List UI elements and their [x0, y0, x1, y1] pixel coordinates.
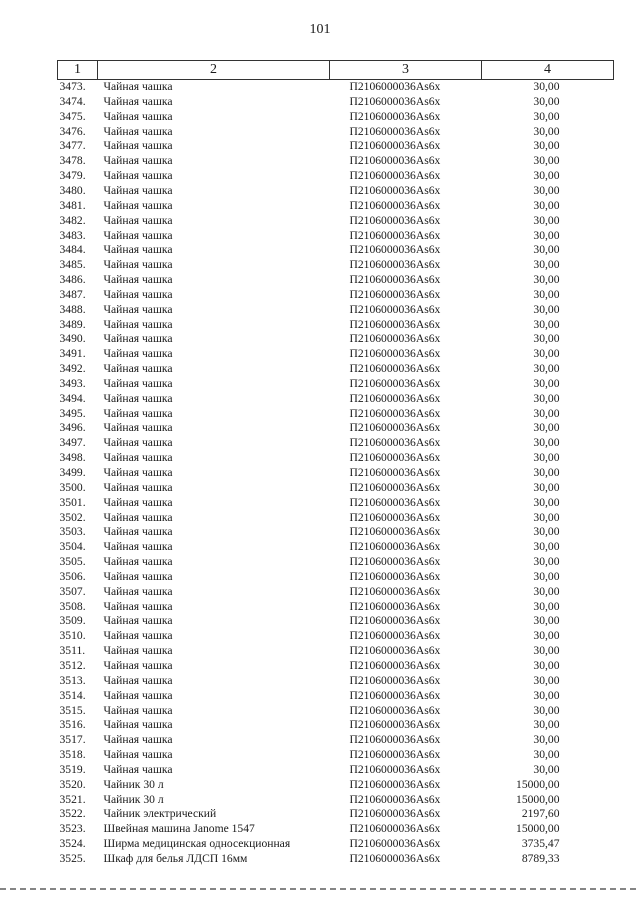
row-number: 3494.: [59, 391, 86, 405]
table-row: [58, 199, 614, 214]
table-row: [58, 436, 614, 451]
item-name: Чайная чашка: [103, 555, 173, 569]
inventory-code: П2106000036Аs6х: [349, 109, 441, 123]
table-row: [58, 525, 614, 540]
item-value: 30,00: [533, 673, 560, 687]
item-value: 15000,00: [516, 777, 560, 791]
item-value: 30,00: [533, 124, 560, 138]
row-number: 3504.: [59, 540, 86, 554]
row-number: 3514.: [59, 688, 86, 702]
item-name: Шкаф для белья ЛДСП 16мм: [103, 851, 248, 865]
item-value: 30,00: [533, 302, 560, 316]
item-name: Чайная чашка: [103, 540, 173, 554]
item-value: 30,00: [533, 510, 560, 524]
item-name: Чайная чашка: [103, 436, 173, 450]
row-number: 3500.: [59, 480, 86, 494]
item-name: Чайная чашка: [103, 510, 173, 524]
item-name: Чайная чашка: [103, 80, 173, 94]
table-row: [58, 763, 614, 778]
table-row: [58, 154, 614, 169]
inventory-code: П2106000036Аs6х: [349, 837, 441, 851]
inventory-table-container: [57, 60, 613, 867]
item-value: 30,00: [533, 347, 560, 361]
table-row: [58, 555, 614, 570]
item-value: 30,00: [533, 569, 560, 583]
item-value: 30,00: [533, 228, 560, 242]
table-row: [58, 778, 614, 793]
item-name: Чайная чашка: [103, 198, 173, 212]
item-name: Чайная чашка: [103, 718, 173, 732]
item-name: Чайная чашка: [103, 658, 173, 672]
table-row: [58, 629, 614, 644]
item-value: 30,00: [533, 466, 560, 479]
row-number: 3491.: [59, 347, 86, 361]
item-value: 3735,47: [521, 837, 560, 851]
item-value: 30,00: [533, 332, 560, 346]
row-number: 3501.: [59, 495, 86, 509]
row-number: 3489.: [59, 317, 86, 331]
scan-edge-marks: [0, 888, 640, 890]
inventory-code: П2106000036Аs6х: [349, 851, 441, 865]
row-number: 3490.: [59, 332, 86, 346]
item-name: Чайная чашка: [103, 243, 173, 257]
table-row: [58, 718, 614, 733]
table-row: [58, 95, 614, 110]
item-value: 30,00: [533, 80, 560, 94]
row-number: 3492.: [59, 362, 86, 376]
item-value: 30,00: [533, 629, 560, 643]
inventory-code: П2106000036Аs6х: [349, 569, 441, 583]
inventory-code: П2106000036Аs6х: [349, 183, 441, 197]
table-row: [58, 318, 614, 333]
item-value: 30,00: [533, 406, 560, 420]
inventory-code: П2106000036Аs6х: [349, 243, 441, 257]
row-number: 3503.: [59, 525, 86, 539]
item-name: Чайная чашка: [103, 703, 173, 717]
inventory-code: П2106000036Аs6х: [349, 139, 441, 153]
item-name: Чайная чашка: [103, 169, 173, 183]
row-number: 3495.: [59, 406, 86, 420]
item-value: 30,00: [533, 614, 560, 628]
inventory-code: П2106000036Аs6х: [349, 495, 441, 509]
row-number: 3476.: [59, 124, 86, 138]
inventory-code: П2106000036Аs6х: [349, 154, 441, 168]
item-name: Чайная чашка: [103, 154, 173, 168]
row-number: 3486.: [59, 273, 86, 287]
item-value: 15000,00: [516, 822, 560, 836]
inventory-code: П2106000036Аs6х: [349, 317, 441, 331]
item-name: Чайная чашка: [103, 733, 173, 747]
table-row: [58, 258, 614, 273]
item-value: 30,00: [533, 139, 560, 153]
item-value: 30,00: [533, 287, 560, 301]
row-number: 3473.: [59, 80, 86, 94]
item-name: Чайная чашка: [103, 480, 173, 494]
inventory-code: П2106000036Аs6х: [349, 480, 441, 494]
row-number: 3523.: [59, 822, 86, 836]
inventory-code: П2106000036Аs6х: [349, 673, 441, 687]
inventory-code: П2106000036Аs6х: [349, 703, 441, 717]
inventory-code: П2106000036Аs6х: [349, 451, 441, 465]
row-number: 3519.: [59, 762, 86, 776]
table-row: [58, 852, 614, 867]
item-name: Чайная чашка: [103, 317, 173, 331]
item-value: 30,00: [533, 525, 560, 539]
table-row: [58, 243, 614, 258]
row-number: 3512.: [59, 658, 86, 672]
row-number: 3482.: [59, 213, 86, 227]
table-header-row: [58, 61, 614, 80]
table-row: [58, 288, 614, 303]
item-name: Чайная чашка: [103, 762, 173, 776]
item-value: 30,00: [533, 421, 560, 435]
item-value: 30,00: [533, 718, 560, 732]
table-row: [58, 110, 614, 125]
item-name: Чайная чашка: [103, 228, 173, 242]
table-row: [58, 674, 614, 689]
item-value: 8789,33: [521, 851, 560, 865]
table-row: [58, 793, 614, 808]
item-name: Чайная чашка: [103, 584, 173, 598]
item-value: 30,00: [533, 436, 560, 450]
inventory-code: П2106000036Аs6х: [349, 391, 441, 405]
item-name: Чайная чашка: [103, 748, 173, 762]
item-name: Чайная чашка: [103, 688, 173, 702]
item-value: 30,00: [533, 169, 560, 183]
item-name: Чайная чашка: [103, 183, 173, 197]
item-value: 30,00: [533, 154, 560, 168]
item-value: 30,00: [533, 703, 560, 717]
row-number: 3516.: [59, 718, 86, 732]
table-row: [58, 822, 614, 837]
inventory-code: П2106000036Аs6х: [349, 376, 441, 390]
row-number: 3509.: [59, 614, 86, 628]
inventory-code: П2106000036Аs6х: [349, 540, 441, 554]
table-row: [58, 362, 614, 377]
item-value: 30,00: [533, 540, 560, 554]
table-row: [58, 585, 614, 600]
inventory-code: П2106000036Аs6х: [349, 762, 441, 776]
row-number: 3508.: [59, 599, 86, 613]
table-row: [58, 80, 614, 95]
item-name: Чайная чашка: [103, 391, 173, 405]
row-number: 3483.: [59, 228, 86, 242]
inventory-code: П2106000036Аs6х: [349, 644, 441, 658]
inventory-code: П2106000036Аs6х: [349, 466, 441, 479]
inventory-code: П2106000036Аs6х: [349, 302, 441, 316]
inventory-code: П2106000036Аs6х: [349, 436, 441, 450]
item-value: 30,00: [533, 762, 560, 776]
item-name: Чайная чашка: [103, 629, 173, 643]
item-name: Чайник электрический: [103, 807, 217, 821]
inventory-code: П2106000036Аs6х: [349, 792, 441, 806]
inventory-code: П2106000036Аs6х: [349, 658, 441, 672]
item-name: Чайная чашка: [103, 644, 173, 658]
inventory-code: П2106000036Аs6х: [349, 406, 441, 420]
row-number: 3481.: [59, 198, 86, 212]
inventory-code: П2106000036Аs6х: [349, 169, 441, 183]
row-number: 3513.: [59, 673, 86, 687]
row-number: 3507.: [59, 584, 86, 598]
item-value: 30,00: [533, 480, 560, 494]
row-number: 3511.: [59, 644, 86, 658]
row-number: 3485.: [59, 258, 86, 272]
inventory-code: П2106000036Аs6х: [349, 718, 441, 732]
table-row: [58, 273, 614, 288]
table-row: [58, 496, 614, 511]
table-row: [58, 733, 614, 748]
row-number: 3502.: [59, 510, 86, 524]
row-number: 3525.: [59, 851, 86, 865]
row-number: 3477.: [59, 139, 86, 153]
table-row: [58, 214, 614, 229]
item-value: 30,00: [533, 198, 560, 212]
inventory-code: П2106000036Аs6х: [349, 555, 441, 569]
table-body: [58, 80, 614, 867]
row-number: 3506.: [59, 569, 86, 583]
row-number: 3518.: [59, 748, 86, 762]
item-name: Чайная чашка: [103, 673, 173, 687]
item-name: Чайная чашка: [103, 94, 173, 108]
row-number: 3499.: [59, 466, 86, 479]
inventory-code: П2106000036Аs6х: [349, 688, 441, 702]
item-name: Чайная чашка: [103, 287, 173, 301]
table-row: [58, 407, 614, 422]
row-number: 3521.: [59, 792, 86, 806]
item-value: 30,00: [533, 273, 560, 287]
row-number: 3505.: [59, 555, 86, 569]
item-name: Чайная чашка: [103, 599, 173, 613]
item-name: Чайная чашка: [103, 376, 173, 390]
inventory-code: П2106000036Аs6х: [349, 198, 441, 212]
inventory-code: П2106000036Аs6х: [349, 94, 441, 108]
item-name: Чайная чашка: [103, 139, 173, 153]
table-row: [58, 377, 614, 392]
table-row: [58, 644, 614, 659]
inventory-code: П2106000036Аs6х: [349, 614, 441, 628]
item-value: 30,00: [533, 599, 560, 613]
row-number: 3487.: [59, 287, 86, 301]
item-value: 30,00: [533, 451, 560, 465]
table-row: [58, 139, 614, 154]
table-row: [58, 510, 614, 525]
table-row: [58, 689, 614, 704]
item-value: 30,00: [533, 391, 560, 405]
inventory-code: П2106000036Аs6х: [349, 273, 441, 287]
column-header-3: 3: [330, 61, 482, 80]
item-value: 30,00: [533, 733, 560, 747]
item-value: 30,00: [533, 584, 560, 598]
table-row: [58, 703, 614, 718]
item-value: 30,00: [533, 658, 560, 672]
row-number: 3522.: [59, 807, 86, 821]
row-number: 3498.: [59, 451, 86, 465]
item-value: 30,00: [533, 213, 560, 227]
row-number: 3496.: [59, 421, 86, 435]
inventory-code: П2106000036Аs6х: [349, 807, 441, 821]
row-number: 3480.: [59, 183, 86, 197]
inventory-code: П2106000036Аs6х: [349, 748, 441, 762]
inventory-code: П2106000036Аs6х: [349, 510, 441, 524]
table-row: [58, 169, 614, 184]
inventory-code: П2106000036Аs6х: [349, 213, 441, 227]
item-name: Чайная чашка: [103, 614, 173, 628]
table-row: [58, 347, 614, 362]
row-number: 3497.: [59, 436, 86, 450]
row-number: 3479.: [59, 169, 86, 183]
table-row: [58, 807, 614, 822]
inventory-table: [57, 60, 614, 867]
row-number: 3488.: [59, 302, 86, 316]
item-value: 30,00: [533, 243, 560, 257]
item-value: 30,00: [533, 183, 560, 197]
row-number: 3524.: [59, 837, 86, 851]
inventory-code: П2106000036Аs6х: [349, 80, 441, 94]
item-name: Чайная чашка: [103, 406, 173, 420]
item-name: Чайная чашка: [103, 347, 173, 361]
item-value: 30,00: [533, 362, 560, 376]
item-name: Чайник 30 л: [103, 792, 164, 806]
inventory-code: П2106000036Аs6х: [349, 599, 441, 613]
table-row: [58, 228, 614, 243]
item-name: Чайная чашка: [103, 258, 173, 272]
table-row: [58, 837, 614, 852]
column-header-2: 2: [98, 61, 330, 80]
item-value: 30,00: [533, 109, 560, 123]
table-row: [58, 466, 614, 481]
item-value: 30,00: [533, 644, 560, 658]
inventory-code: П2106000036Аs6х: [349, 629, 441, 643]
item-name: Чайная чашка: [103, 362, 173, 376]
item-value: 30,00: [533, 555, 560, 569]
table-row: [58, 303, 614, 318]
row-number: 3475.: [59, 109, 86, 123]
row-number: 3484.: [59, 243, 86, 257]
item-value: 30,00: [533, 376, 560, 390]
item-value: 30,00: [533, 94, 560, 108]
item-name: Чайник 30 л: [103, 777, 164, 791]
inventory-code: П2106000036Аs6х: [349, 777, 441, 791]
item-value: 15000,00: [516, 792, 560, 806]
item-name: Чайная чашка: [103, 495, 173, 509]
table-row: [58, 659, 614, 674]
item-value: 30,00: [533, 258, 560, 272]
table-row: [58, 600, 614, 615]
column-header-1: 1: [58, 61, 98, 80]
table-row: [58, 184, 614, 199]
row-number: 3515.: [59, 703, 86, 717]
table-row: [58, 392, 614, 407]
item-name: Швейная машина Janome 1547: [103, 822, 255, 836]
item-name: Чайная чашка: [103, 525, 173, 539]
inventory-code: П2106000036Аs6х: [349, 733, 441, 747]
table-row: [58, 748, 614, 763]
item-name: Чайная чашка: [103, 213, 173, 227]
inventory-code: П2106000036Аs6х: [349, 347, 441, 361]
row-number: 3493.: [59, 376, 86, 390]
inventory-code: П2106000036Аs6х: [349, 525, 441, 539]
row-number: 3478.: [59, 154, 86, 168]
inventory-code: П2106000036Аs6х: [349, 822, 441, 836]
item-name: Ширма медицинская односекционная: [103, 837, 291, 851]
item-value: 30,00: [533, 688, 560, 702]
table-row: [58, 540, 614, 555]
item-name: Чайная чашка: [103, 421, 173, 435]
item-value: 30,00: [533, 317, 560, 331]
column-header-4: 4: [482, 61, 614, 80]
table-row: [58, 421, 614, 436]
row-number: 3510.: [59, 629, 86, 643]
table-row: [58, 332, 614, 347]
table-row: [58, 570, 614, 585]
table-row: [58, 451, 614, 466]
row-number: 3474.: [59, 94, 86, 108]
inventory-code: П2106000036Аs6х: [349, 258, 441, 272]
inventory-code: П2106000036Аs6х: [349, 287, 441, 301]
item-name: Чайная чашка: [103, 451, 173, 465]
item-name: Чайная чашка: [103, 109, 173, 123]
inventory-code: П2106000036Аs6х: [349, 421, 441, 435]
inventory-code: П2106000036Аs6х: [349, 124, 441, 138]
inventory-code: П2106000036Аs6х: [349, 228, 441, 242]
item-name: Чайная чашка: [103, 466, 173, 479]
item-value: 30,00: [533, 495, 560, 509]
item-name: Чайная чашка: [103, 332, 173, 346]
item-value: 30,00: [533, 748, 560, 762]
row-number: 3520.: [59, 777, 86, 791]
item-name: Чайная чашка: [103, 273, 173, 287]
table-row: [58, 125, 614, 140]
inventory-code: П2106000036Аs6х: [349, 362, 441, 376]
inventory-code: П2106000036Аs6х: [349, 584, 441, 598]
item-name: Чайная чашка: [103, 124, 173, 138]
inventory-code: П2106000036Аs6х: [349, 332, 441, 346]
page-number: 101: [309, 22, 331, 37]
table-row: [58, 481, 614, 496]
table-row: [58, 614, 614, 629]
item-name: Чайная чашка: [103, 302, 173, 316]
item-name: Чайная чашка: [103, 569, 173, 583]
item-value: 2197,60: [521, 807, 560, 821]
row-number: 3517.: [59, 733, 86, 747]
